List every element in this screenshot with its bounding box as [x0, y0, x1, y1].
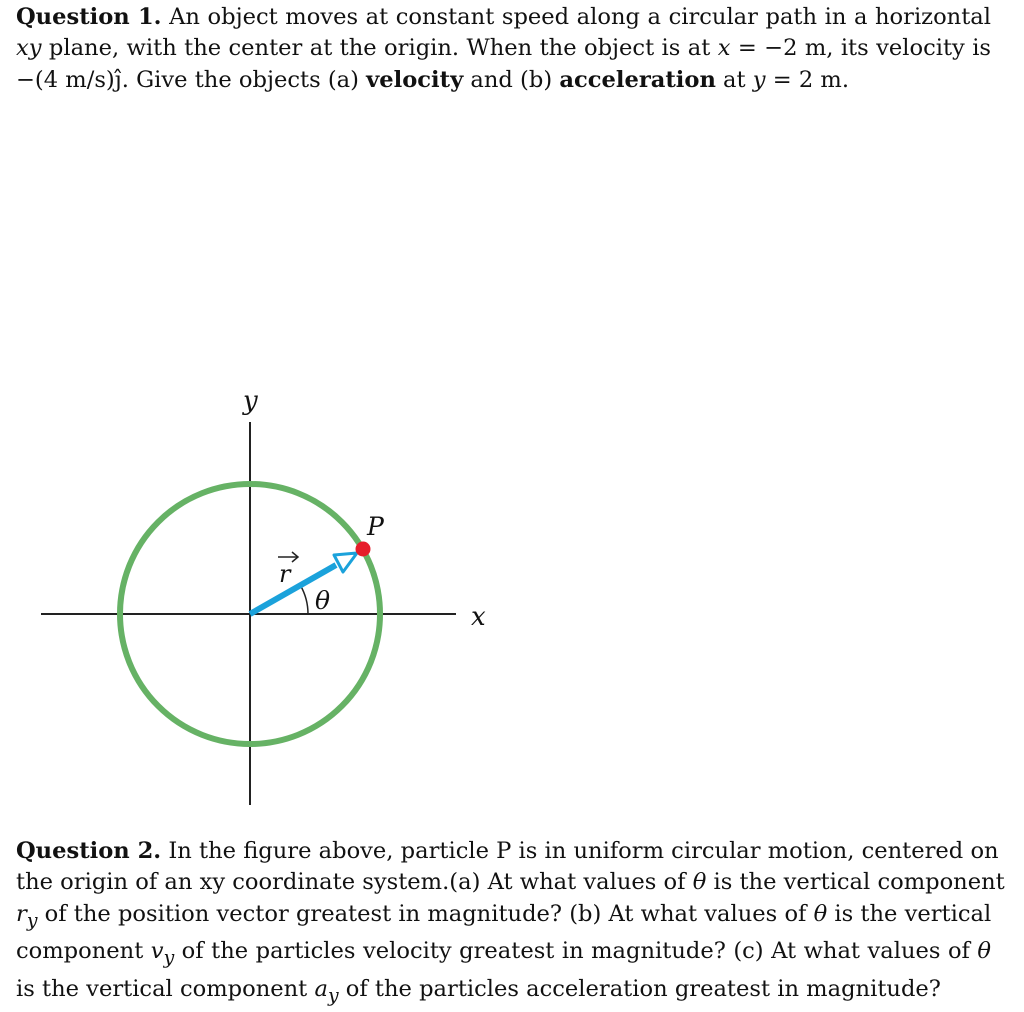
- question-1-text: = −2 m, its velocity is: [730, 35, 992, 62]
- question-2-text: the origin of an xy coordinate system.(a) At what values of: [16, 869, 693, 896]
- question-2-line-4: [16, 936, 991, 974]
- question-2-line-3: [16, 899, 991, 937]
- math-theta: θ: [813, 900, 828, 927]
- question-2-text: of the particles velocity greatest in magnitude? (c) At what values of: [174, 938, 978, 965]
- math-r: r: [16, 900, 27, 927]
- question-1-text: plane, with the center at the origin. When the object is at: [41, 35, 718, 62]
- question-2-text: component: [16, 938, 151, 965]
- bold-velocity: velocity: [366, 66, 464, 93]
- question-2-text: is the vertical component: [16, 976, 315, 1003]
- question-2-text: is the vertical: [827, 900, 992, 927]
- question-2-label: Question 2.: [16, 838, 162, 864]
- x-axis-label: x: [471, 602, 486, 632]
- math-sub-y: y: [163, 947, 175, 969]
- math-theta: θ: [692, 869, 707, 896]
- question-2-text: of the particles acceleration greatest in magnitude?: [338, 976, 941, 1003]
- question-1-label: Question 1.: [16, 4, 162, 30]
- math-x: x: [717, 35, 731, 62]
- question-2-text: In the figure above, particle P is in uniform circular motion, centered on: [161, 838, 999, 864]
- question-2: [16, 836, 1005, 1012]
- question-1-text: at: [715, 66, 753, 93]
- particle-p: [356, 542, 371, 557]
- question-2-text: of the position vector greatest in magnitude? (b) At what values of: [37, 900, 814, 927]
- question-1-text: An object moves at constant speed along a circular path in a horizontal: [161, 4, 992, 30]
- question-1-text: and (b): [463, 66, 560, 93]
- math-v: v: [150, 938, 164, 965]
- math-a: a: [314, 976, 328, 1003]
- question-2-line-5: [16, 974, 991, 1012]
- math-xy: xy: [16, 35, 42, 62]
- question-2-text: is the vertical component: [706, 869, 1005, 896]
- question-1-text: = 2 m.: [765, 66, 850, 93]
- point-p-label: P: [367, 512, 384, 541]
- y-axis-label: y: [243, 386, 258, 416]
- question-2-line-1: [16, 836, 999, 867]
- question-1-text: −(4 m/s)ĵ. Give the objects (a): [16, 66, 367, 93]
- math-theta: θ: [977, 938, 992, 965]
- vector-r-label: r: [279, 560, 291, 588]
- math-y: y: [752, 66, 766, 93]
- math-sub-y: y: [327, 985, 339, 1007]
- angle-theta-label: θ: [315, 586, 331, 615]
- angle-arc: [301, 586, 309, 615]
- question-2-line-2: [16, 867, 1005, 898]
- bold-acceleration: acceleration: [559, 66, 716, 93]
- math-sub-y: y: [26, 910, 38, 932]
- position-vector-arrowhead: [334, 553, 357, 572]
